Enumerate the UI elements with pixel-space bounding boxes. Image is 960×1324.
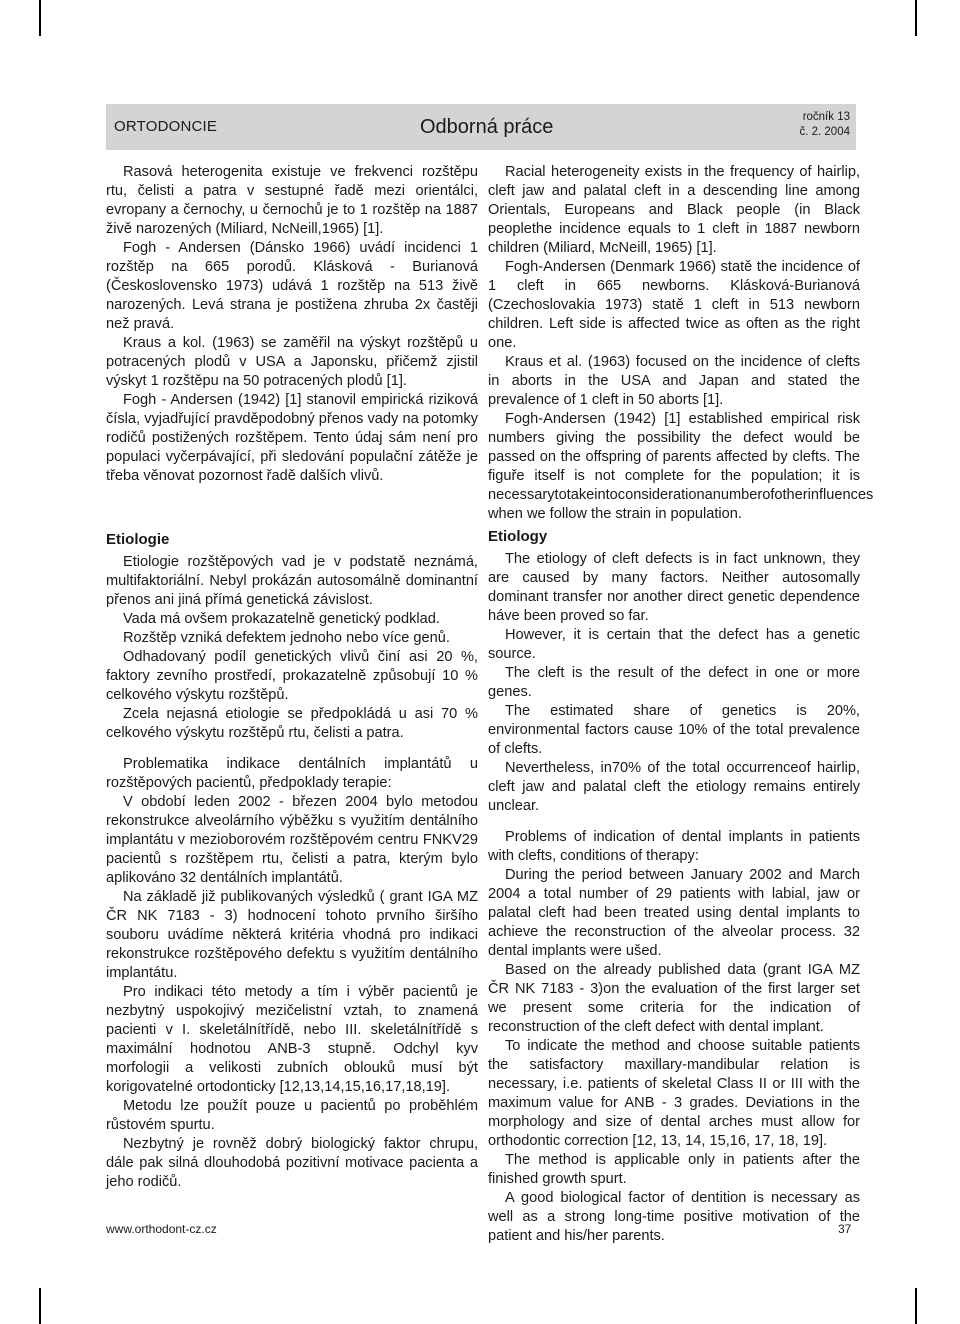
paragraph: Rasová heterogenita existuje ve frekvenci rozštěpu rtu, čelisti a patra v sestupné řadě mezi orientálci, evropany a černochy, u černochů je to 1 rozštěp na 1887 živě narozených (Miliard, NcNeill,1965) [1]. [106,164,478,237]
paragraph: To indicate the method and choose suitable patients the satisfactory maxillary-mandibular relation is necessary, i.e. patients of skeletal Class II or III with the maximum value for ANB - 3 grades. Deviations in the morphology and size of dental arches must allow for orthodontic correction [12, 13, 14, 15,16, 17, 18, 19]. [488,1038,860,1149]
paragraph: The cleft is the result of the defect in one or more genes. [488,665,860,700]
paragraph: Na základě již publikovaných výsledků ( grant IGA MZ ČR NK 7183 - 3) hodnocení tohoto prvního širšího souboru uvádíme některá kritéria vhodná pro indikaci rekonstrukce rozštěpového defektu s využitím dentálního implantátu. [106,889,478,981]
crop-mark-top-right [915,0,917,36]
paragraph: Metodu lze použít pouze u pacientů po proběhlém růstovém spurtu. [106,1098,478,1133]
paragraph: Vada má ovšem prokazatelně genetický podklad. [123,611,440,627]
paragraph: Odhadovaný podíl genetických vlivů činí asi 20 %, faktory zevního prostředí, prokazatelně způsobují 10 % celkového výskytu rozštěpů. [106,649,478,703]
paragraph: Fogh-Andersen (1942) [1] established empirical risk numbers giving the possibility the defect would be passed on the offspring of parents affected by clefts. The figuře itself is not complete for the population; it is necessarytotakeintoconsiderationanumberofotherinfluences when we follow the strain in population. [488,411,874,522]
section-heading: Etiologie [106,531,170,548]
volume-issue [799,110,850,140]
crop-mark-bottom-right [915,1288,917,1324]
footer-url: www.orthodont-cz.cz [106,1222,217,1236]
paragraph: Etiologie rozštěpových vad je v podstatě neznámá, multifaktoriální. Nebyl prokázán autosomálně dominantní přenos ani jiná přímá genetická závislost. [106,554,478,608]
czech-etiology [106,530,478,1192]
issue-label: č. 2. 2004 [799,126,850,138]
paragraph: Fogh - Andersen (Dánsko 1966) uvádí incidenci 1 rozštěp na 665 porodů. Klásková - Burianová (Československo 1973) udává 1 rozštěp na 513 živě narozených. Levá strana je postižena zhruba 2x častěji než pravá. [106,240,478,332]
article-type: Odborná práce [420,116,554,138]
english-etiology [488,527,860,1246]
volume-label: ročník 13 [802,111,850,123]
paragraph: Fogh - Andersen (1942) [1] stanovil empirická riziková čísla, vyjadřující pravděpodobný přenos vady na potomky rodičů postižených rozštěpem. Tento údaj sám není pro populaci vyčerpávající, při sledování populační zátěže je třeba věnovat pozornost řadě dalších vlivů. [106,392,478,484]
paragraph: However, it is certain that the defect has a genetic source. [488,627,860,662]
section-heading: Etiology [488,528,548,545]
crop-mark-top-left [39,0,41,36]
paragraph: Fogh-Andersen (Denmark 1966) statě the incidence of 1 cleft in 665 newborns. Klásková-Burianová (Czechoslovakia 1973) statě 1 cleft in 513 newborn children. Left side is affected twice as often as the right one. [488,259,860,351]
page-number: 37 [838,1222,852,1236]
paragraph: During the period between January 2002 and March 2004 a total number of 29 patients with labial, jaw or palatal cleft had been treated using dental implants to achieve the reconstruction of the alveolar process. 32 dental implants were ušed. [488,867,860,959]
paragraph: The etiology of cleft defects is in fact unknown, they are caused by many factors. Neither autosomally dominant transfer nor another direct genetic dependence háve been proved so far. [488,551,860,624]
paragraph: Zcela nejasná etiologie se předpokládá u asi 70 % celkového výskytu rozštěpů rtu, čelisti a patra. [106,706,478,741]
paragraph: Kraus et al. (1963) focused on the incidence of clefts in aborts in the USA and Japan and stated the prevalence of 1 cleft in 50 aborts [1]. [488,354,860,408]
english-intro [488,163,874,524]
paragraph: Kraus a kol. (1963) se zaměřil na výskyt rozštěpů u potracených plodů v USA a Japonsku, přičemž zjistil výskyt 1 rozštěpu na 50 potracených plodů [1]. [106,335,478,389]
paragraph: Nevertheless, in70% of the total occurrenceof hairlip, cleft jaw and palatal cleft the etiology remains entirely unclear. [488,760,860,814]
czech-intro [106,163,478,486]
page-header [106,104,856,150]
paragraph: V období leden 2002 - březen 2004 bylo metodou rekonstrukce alveolárního výběžku s využitím dentálního implantátu v mezioborovém rozštěpovém centru FNKV29 pacientů s rozštěpem rtu, čelisti a patra, kterým bylo aplikováno 32 dentálních implantátů. [106,794,478,886]
crop-mark-bottom-left [39,1288,41,1324]
paragraph: Nezbytný je rovněž dobrý biologický faktor chrupu, dále pak silná dlouhodobá pozitivní motivace pacienta a jeho rodičů. [106,1136,478,1190]
paragraph: Based on the already published data (grant IGA MZ ČR NK 7183 - 3)on the evaluation of the first larger set we present some criteria for the indication of reconstruction of the cleft defect with dental implant. [488,962,860,1035]
paragraph: A good biological factor of dentition is necessary as well as a strong long-time positive motivation of the patient and his/her parents. [488,1190,860,1244]
paragraph: Racial heterogeneity exists in the frequency of hairlip, cleft jaw and palatal cleft in a descending line among Orientals, Europeans and Black people (in Black peoplethe incidence equals to 1 cleft in 1887 newborn children (Miliard, McNeill, 1965) [1]. [488,164,860,256]
section-label: ORTODONCIE [114,118,218,135]
paragraph: The estimated share of genetics is 20%, environmental factors cause 10% of the total prevalence of clefts. [488,703,860,757]
paragraph: Problematika indikace dentálních implantátů u rozštěpových pacientů, předpoklady terapie: [106,756,478,791]
paragraph: Problems of indication of dental implants in patients with clefts, conditions of therapy: [488,829,860,864]
paragraph: Pro indikaci této metody a tím i výběr pacientů je nezbytný uspokojivý mezičelistní vztah, to znamená pacienti v I. skeletálnítřídě, nebo III. skeletálnítřídě s maximální hodnotou ANB-3 stupně. Odchyl kyv morfologii a velikosti zubních oblouků musí být korigovatelné ortodonticky [12,13,14,15,16,17,18,19]. [106,984,478,1095]
paragraph: Rozštěp vzniká defektem jednoho nebo více genů. [123,630,450,646]
paragraph: The method is applicable only in patients after the finished growth spurt. [488,1152,860,1187]
